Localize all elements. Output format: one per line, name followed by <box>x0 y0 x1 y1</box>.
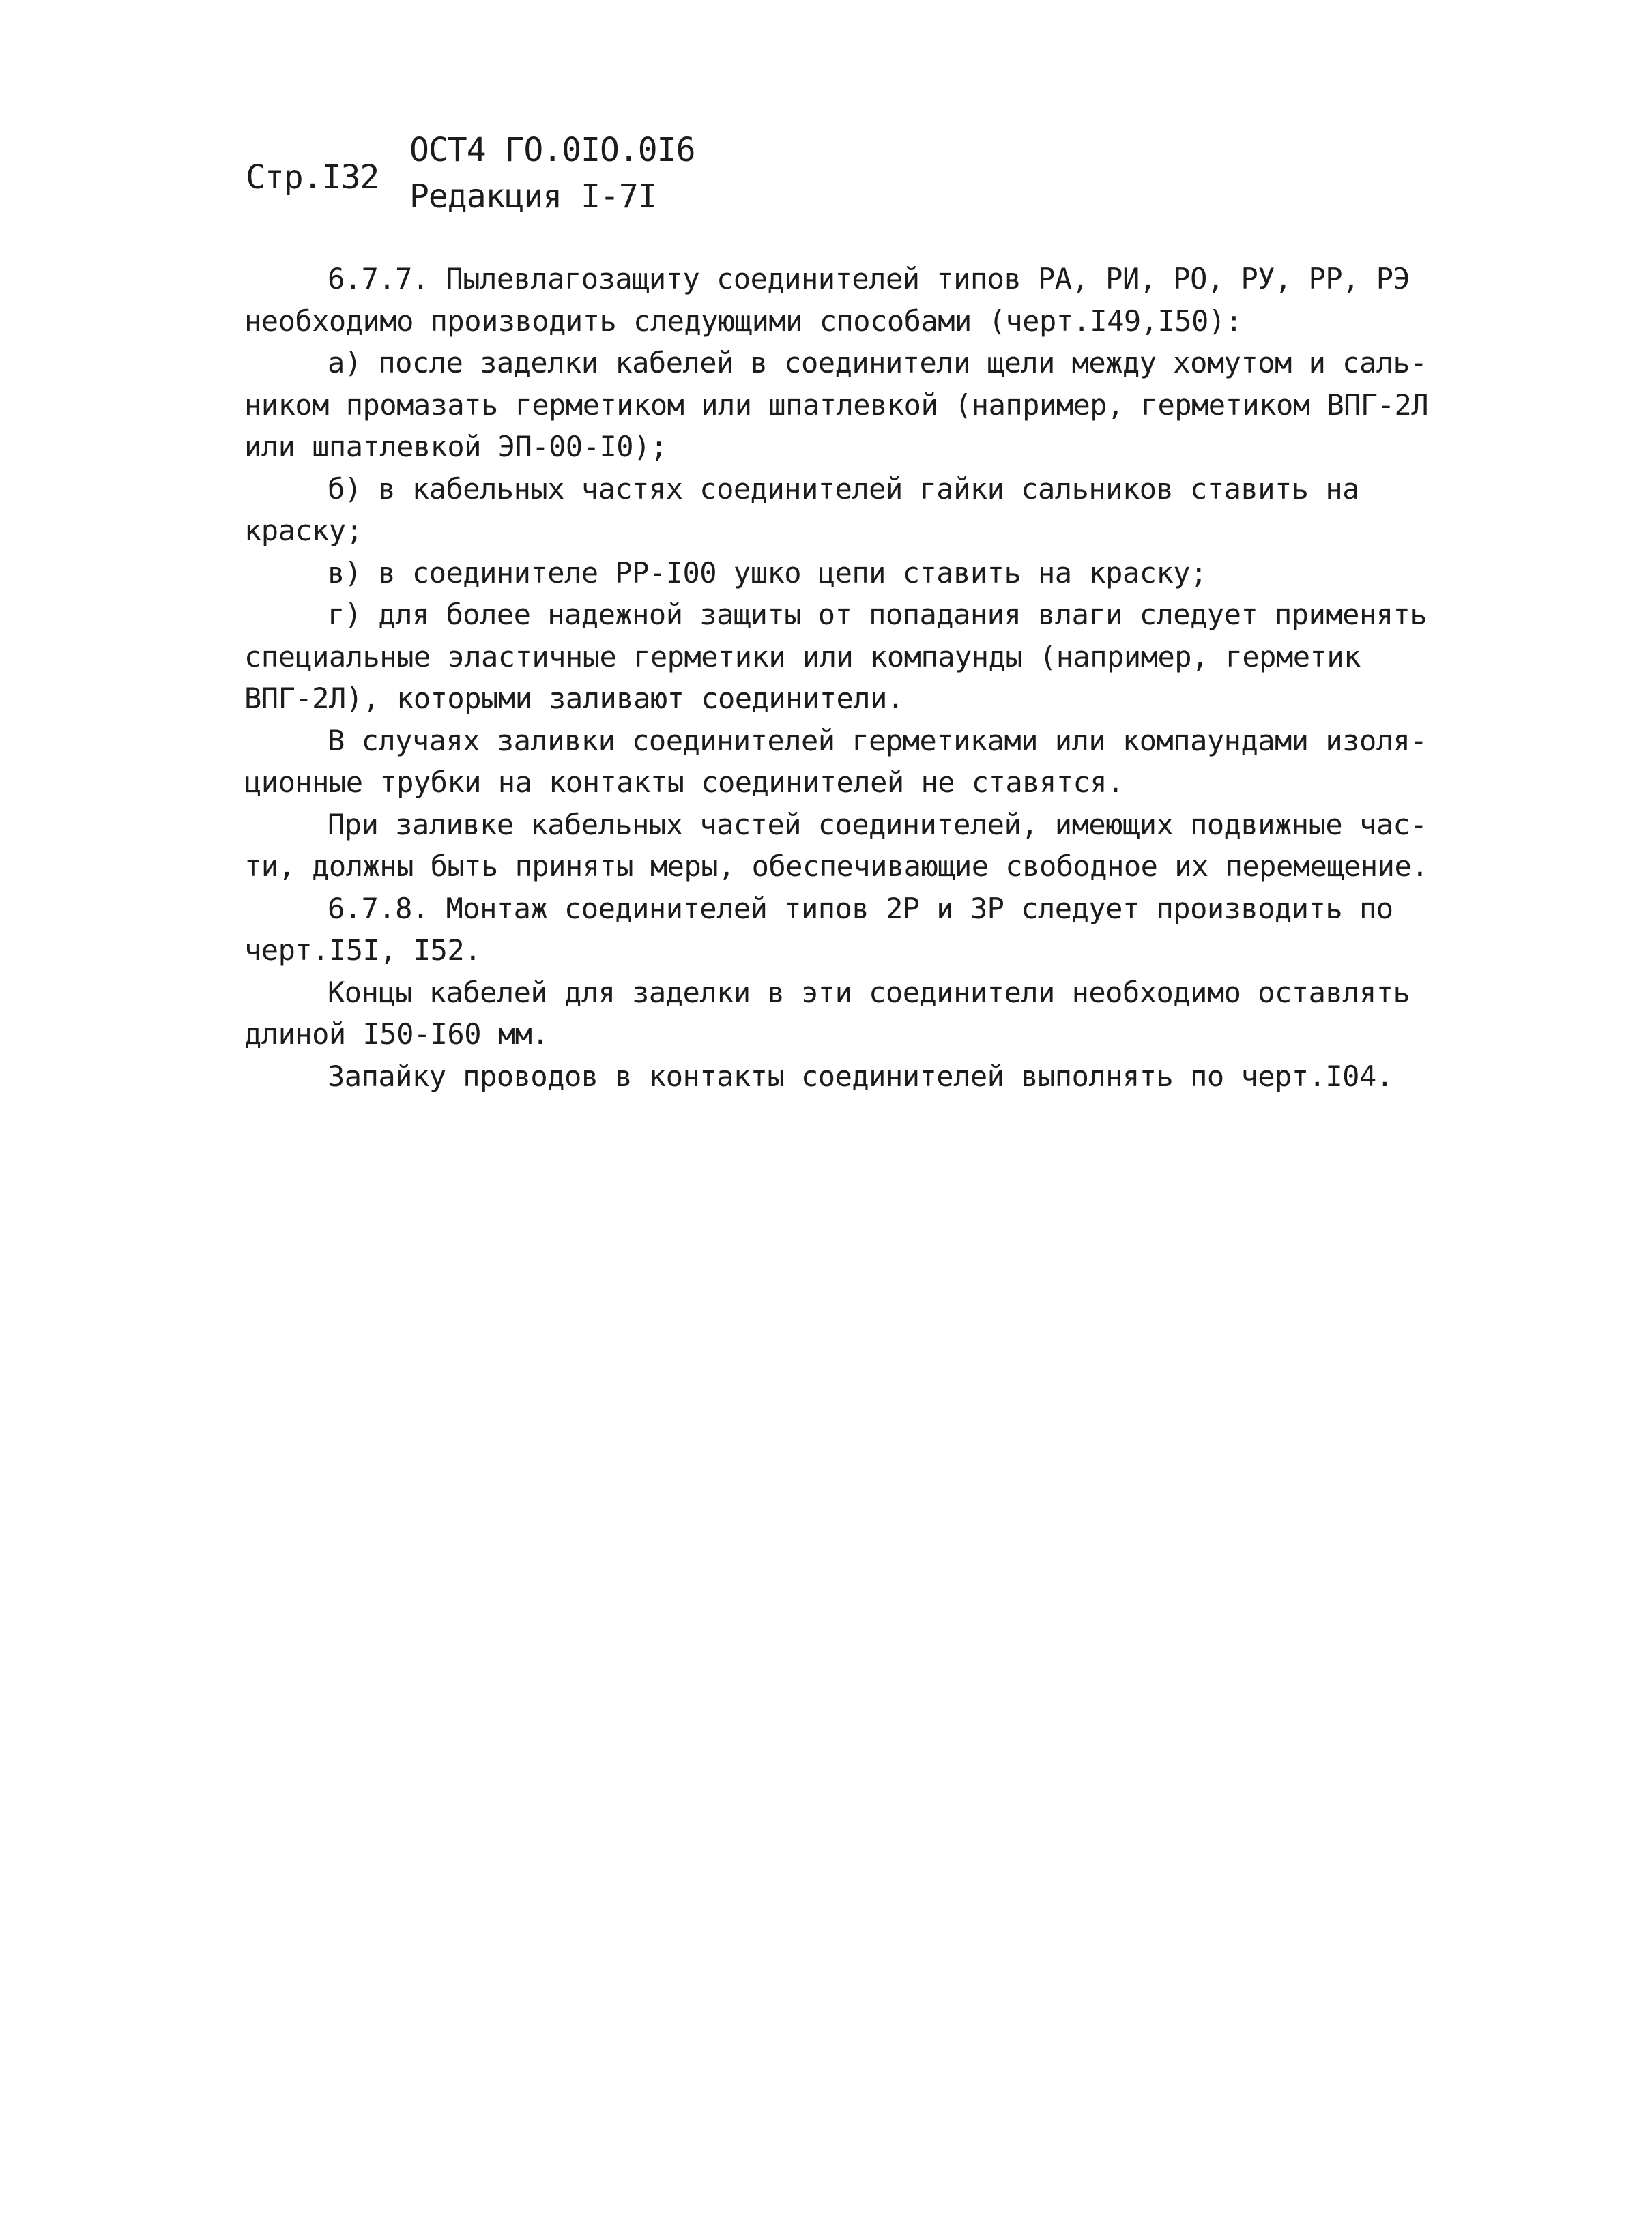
paragraph-line: ционные трубки на контакты соединителей не ставятся. <box>244 766 1124 799</box>
paragraph-line: в) в соединителе РР-I00 ушко цепи ставить на краску; <box>328 555 1207 589</box>
document-body <box>244 258 1429 1097</box>
paragraph-line: или шпатлевкой ЭП-00-I0); <box>244 430 667 463</box>
paragraph-line: необходимо производить следующими способами (черт.I49,I50): <box>244 304 1243 338</box>
paragraph-line: ВПГ-2Л), которыми заливают соединители. <box>244 682 904 715</box>
paragraph-line: Запайку проводов в контакты соединителей выполнять по черт.I04. <box>328 1059 1393 1093</box>
paragraph-line: г) для более надежной защиты от попадания влаги следует применять <box>328 598 1428 631</box>
paragraph-line: краску; <box>244 514 363 547</box>
edition-label: Редакция I-7I <box>409 177 657 216</box>
paragraph-line: ти, должны быть приняты меры, обеспечивающие свободное их перемещение. <box>244 849 1429 883</box>
paragraph-line: специальные эластичные герметики или компаунды (например, герметик <box>244 639 1361 673</box>
paragraph-line: При заливке кабельных частей соединителей, имеющих подвижные час- <box>328 807 1428 841</box>
paragraph-line: б) в кабельных частях соединителей гайки сальников ставить на <box>328 471 1359 506</box>
paragraph-line: черт.I5I, I52. <box>244 933 482 967</box>
page-number: Стр.I32 <box>246 158 379 196</box>
paragraph-line: 6.7.8. Монтаж соединителей типов 2Р и 3Р следует производить по <box>328 891 1393 925</box>
paragraph-line: Концы кабелей для заделки в эти соединители необходимо оставлять <box>328 975 1410 1009</box>
paragraph-line: а) после заделки кабелей в соединители щели между хомутом и саль- <box>328 346 1428 379</box>
paragraph-line: ником промазать герметиком или шпатлевкой (например, герметиком ВПГ-2Л <box>244 388 1429 422</box>
paragraph-line: длиной I50-I60 мм. <box>244 1017 549 1051</box>
standard-code: ОСТ4 ГО.0IO.0I6 <box>409 131 695 169</box>
paragraph-line: 6.7.7. Пылевлагозащиту соединителей типов РА, РИ, РО, РУ, РР, РЭ <box>328 262 1410 295</box>
paragraph-line: В случаях заливки соединителей герметиками или компаундами изоля- <box>328 723 1428 757</box>
